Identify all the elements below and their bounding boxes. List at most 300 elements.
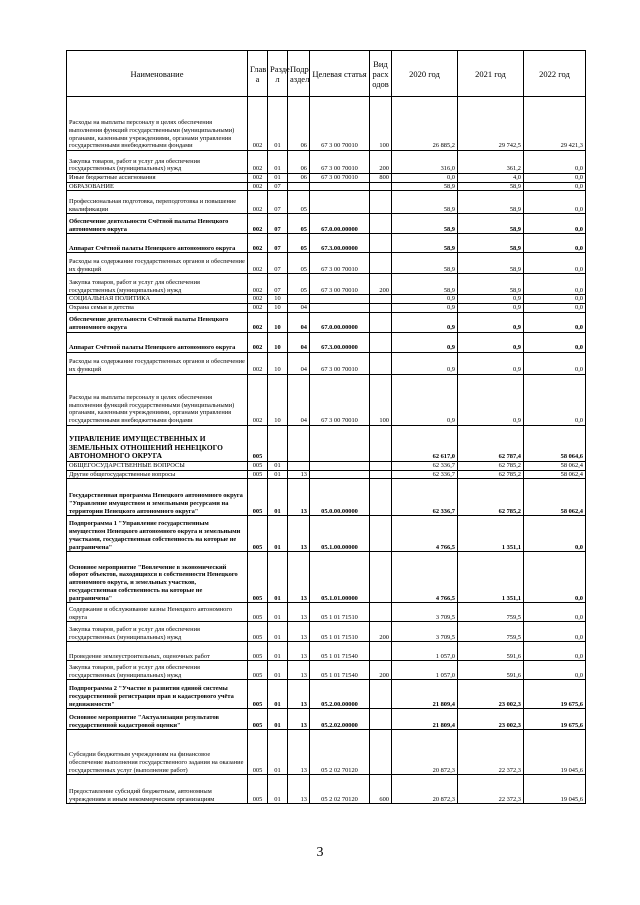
cell-vid: 200 <box>370 661 392 680</box>
cell-statya: 67.3.00.00000 <box>310 332 370 352</box>
cell-vid <box>370 603 392 622</box>
cell-glava: 002 <box>248 304 268 313</box>
cell-name: Закупка товаров, работ и услуг для обеспечения государственных (муниципальных) нужд <box>67 274 248 295</box>
cell-glava: 005 <box>248 552 268 603</box>
cell-name: Другие общегосударственные вопросы <box>67 470 248 479</box>
cell-glava: 002 <box>248 374 268 425</box>
cell-statya: 05 1 01 71510 <box>310 603 370 622</box>
cell-podrazdel: 04 <box>288 352 310 374</box>
cell-name: Основное мероприятие "Актуализация результатов государственной кадастровой оценки" <box>67 709 248 730</box>
cell-podrazdel: 13 <box>288 661 310 680</box>
cell-vid: 100 <box>370 374 392 425</box>
cell-glava: 005 <box>248 516 268 552</box>
cell-y2022: 0,0 <box>524 352 586 374</box>
cell-y2021: 58,9 <box>458 191 524 214</box>
table-row <box>67 603 586 622</box>
cell-y2022: 0,0 <box>524 191 586 214</box>
cell-y2020: 0,9 <box>392 295 458 304</box>
cell-vid: 600 <box>370 775 392 804</box>
cell-name: Расходы на содержание государственных органов и обеспечение их функций <box>67 253 248 274</box>
cell-y2022: 0,0 <box>524 622 586 642</box>
cell-statya: 05.0.00.00000 <box>310 479 370 516</box>
cell-podrazdel: 13 <box>288 516 310 552</box>
cell-vid <box>370 182 392 191</box>
cell-y2021: 0,9 <box>458 312 524 332</box>
cell-razdel: 01 <box>268 622 288 642</box>
cell-y2022: 19 045,6 <box>524 730 586 775</box>
cell-y2020: 58,9 <box>392 214 458 234</box>
cell-y2021: 58,9 <box>458 274 524 295</box>
cell-razdel: 07 <box>268 253 288 274</box>
header-2021: 2021 год <box>458 51 524 97</box>
cell-podrazdel <box>288 295 310 304</box>
cell-podrazdel: 13 <box>288 642 310 661</box>
header-statya: Целевая статья <box>310 51 370 97</box>
cell-statya <box>310 470 370 479</box>
cell-glava: 005 <box>248 603 268 622</box>
cell-name: Субсидии бюджетным учреждениям на финансовое обеспечение выполнения государственного задания на оказание государственных услуг (выполнение работ) <box>67 730 248 775</box>
cell-y2022: 0,0 <box>524 182 586 191</box>
cell-name: Профессиональная подготовка, переподготовка и повышение квалификации <box>67 191 248 214</box>
table-row <box>67 374 586 425</box>
cell-vid <box>370 470 392 479</box>
cell-vid <box>370 479 392 516</box>
cell-vid <box>370 253 392 274</box>
cell-glava: 005 <box>248 425 268 461</box>
cell-y2021: 29 742,5 <box>458 97 524 151</box>
cell-name: Государственная программа Ненецкого автономного округа "Управление имуществом и земельными ресурсами на территории Ненецкого автономного округа" <box>67 479 248 516</box>
table-row <box>67 680 586 709</box>
cell-vid <box>370 234 392 253</box>
table-row <box>67 461 586 470</box>
cell-y2022: 19 045,6 <box>524 775 586 804</box>
header-razdel: Разде л <box>268 51 288 97</box>
cell-y2022: 0,0 <box>524 603 586 622</box>
cell-podrazdel: 05 <box>288 234 310 253</box>
cell-y2021: 0,9 <box>458 304 524 313</box>
page-number: 3 <box>316 845 324 860</box>
cell-glava: 005 <box>248 709 268 730</box>
cell-glava: 005 <box>248 479 268 516</box>
cell-y2021: 62 785,2 <box>458 461 524 470</box>
header-glava: Глав а <box>248 51 268 97</box>
table-row <box>67 234 586 253</box>
cell-glava: 002 <box>248 295 268 304</box>
cell-vid <box>370 642 392 661</box>
cell-y2021: 0,9 <box>458 374 524 425</box>
table-row <box>67 709 586 730</box>
cell-y2020: 21 809,4 <box>392 680 458 709</box>
cell-y2021: 22 372,3 <box>458 730 524 775</box>
cell-name: Подпрограмма 1 "Управление государственным имуществом Ненецкого автономного округа и земельными участками, государственная собственность на которые не разграничена" <box>67 516 248 552</box>
cell-razdel: 01 <box>268 709 288 730</box>
table-row <box>67 174 586 183</box>
table-row <box>67 304 586 313</box>
cell-statya <box>310 461 370 470</box>
cell-razdel: 01 <box>268 661 288 680</box>
cell-glava: 002 <box>248 214 268 234</box>
cell-y2022: 0,0 <box>524 312 586 332</box>
cell-y2021: 58,9 <box>458 253 524 274</box>
cell-statya: 67 3 00 70010 <box>310 253 370 274</box>
cell-y2022: 0,0 <box>524 214 586 234</box>
cell-name: ОБЩЕГОСУДАРСТВЕННЫЕ ВОПРОСЫ <box>67 461 248 470</box>
cell-name: Обеспечение деятельности Счётной палаты Ненецкого автономного округа <box>67 312 248 332</box>
cell-y2021: 591,6 <box>458 661 524 680</box>
cell-razdel: 10 <box>268 295 288 304</box>
table-row <box>67 352 586 374</box>
cell-vid: 100 <box>370 97 392 151</box>
cell-podrazdel: 13 <box>288 730 310 775</box>
cell-podrazdel: 04 <box>288 312 310 332</box>
cell-statya <box>310 425 370 461</box>
table-row <box>67 191 586 214</box>
cell-vid: 200 <box>370 151 392 174</box>
cell-name: ОБРАЗОВАНИЕ <box>67 182 248 191</box>
table-row <box>67 151 586 174</box>
cell-glava: 005 <box>248 461 268 470</box>
cell-statya: 67 3 00 70010 <box>310 97 370 151</box>
table-row <box>67 775 586 804</box>
cell-glava: 002 <box>248 253 268 274</box>
cell-y2021: 0,9 <box>458 295 524 304</box>
table-row <box>67 642 586 661</box>
header-name: Наименование <box>67 51 248 97</box>
cell-name: СОЦИАЛЬНАЯ ПОЛИТИКА <box>67 295 248 304</box>
cell-y2020: 58,9 <box>392 274 458 295</box>
header-podrazdel: Подр аздел <box>288 51 310 97</box>
cell-y2020: 4 766,5 <box>392 552 458 603</box>
cell-razdel: 07 <box>268 234 288 253</box>
cell-y2020: 0,0 <box>392 174 458 183</box>
cell-y2022: 0,0 <box>524 151 586 174</box>
cell-vid <box>370 461 392 470</box>
cell-name: Аппарат Счётной палаты Ненецкого автономного округа <box>67 234 248 253</box>
cell-glava: 002 <box>248 191 268 214</box>
cell-name: Расходы на содержание государственных органов и обеспечение их функций <box>67 352 248 374</box>
cell-statya: 05.2.02.00000 <box>310 709 370 730</box>
header-vid: Вид расх одов <box>370 51 392 97</box>
cell-glava: 005 <box>248 661 268 680</box>
cell-statya: 05.1.01.00000 <box>310 552 370 603</box>
cell-vid <box>370 516 392 552</box>
cell-razdel: 01 <box>268 730 288 775</box>
cell-y2021: 759,5 <box>458 622 524 642</box>
cell-y2021: 62 787,4 <box>458 425 524 461</box>
cell-razdel: 01 <box>268 470 288 479</box>
cell-y2021: 62 785,2 <box>458 470 524 479</box>
cell-glava: 005 <box>248 680 268 709</box>
cell-vid: 200 <box>370 274 392 295</box>
cell-y2021: 58,9 <box>458 214 524 234</box>
cell-glava: 002 <box>248 151 268 174</box>
cell-glava: 005 <box>248 730 268 775</box>
cell-y2020: 58,9 <box>392 191 458 214</box>
cell-vid <box>370 709 392 730</box>
cell-glava: 002 <box>248 352 268 374</box>
table-row <box>67 661 586 680</box>
cell-statya: 67 3 00 70010 <box>310 374 370 425</box>
cell-y2020: 0,9 <box>392 374 458 425</box>
cell-razdel: 10 <box>268 332 288 352</box>
cell-statya: 05.1.00.00000 <box>310 516 370 552</box>
cell-statya: 67.3.00.00000 <box>310 234 370 253</box>
cell-razdel: 01 <box>268 516 288 552</box>
cell-y2022: 0,0 <box>524 295 586 304</box>
table-row <box>67 182 586 191</box>
cell-name: Подпрограмма 2 "Участие в развитии единой системы государственной регистрации прав и кадастрового учёта недвижимости" <box>67 680 248 709</box>
cell-y2022: 0,0 <box>524 234 586 253</box>
cell-y2020: 316,0 <box>392 151 458 174</box>
cell-y2021: 22 372,3 <box>458 775 524 804</box>
cell-podrazdel: 06 <box>288 174 310 183</box>
cell-y2022: 58 062,4 <box>524 479 586 516</box>
cell-razdel: 10 <box>268 304 288 313</box>
cell-y2020: 0,9 <box>392 352 458 374</box>
cell-razdel: 01 <box>268 775 288 804</box>
cell-y2020: 62 617,0 <box>392 425 458 461</box>
table-row <box>67 552 586 603</box>
cell-razdel: 01 <box>268 479 288 516</box>
cell-podrazdel: 13 <box>288 603 310 622</box>
cell-y2021: 591,6 <box>458 642 524 661</box>
cell-y2022: 29 421,3 <box>524 97 586 151</box>
table-row <box>67 425 586 461</box>
cell-statya: 67 3 00 70010 <box>310 151 370 174</box>
cell-y2022: 0,0 <box>524 253 586 274</box>
cell-vid <box>370 730 392 775</box>
cell-glava: 002 <box>248 234 268 253</box>
table-row <box>67 622 586 642</box>
cell-razdel: 07 <box>268 214 288 234</box>
cell-razdel: 01 <box>268 552 288 603</box>
cell-podrazdel: 13 <box>288 680 310 709</box>
cell-name: Расходы на выплаты персоналу в целях обеспечения выполнения функций государственными (муниципальными) органами, казенными учреждениями, органами управления государственными внебюджетными фондами <box>67 97 248 151</box>
cell-y2021: 23 002,3 <box>458 709 524 730</box>
cell-y2021: 759,5 <box>458 603 524 622</box>
cell-y2022: 0,0 <box>524 304 586 313</box>
cell-podrazdel: 04 <box>288 332 310 352</box>
cell-vid <box>370 304 392 313</box>
cell-statya: 05.2.00.00000 <box>310 680 370 709</box>
cell-y2020: 1 057,0 <box>392 642 458 661</box>
cell-statya: 05 2 02 70120 <box>310 730 370 775</box>
cell-y2022: 19 675,6 <box>524 680 586 709</box>
cell-statya: 67 3 00 70010 <box>310 352 370 374</box>
cell-name: Основное мероприятие "Вовлечение в экономический оборот объектов, находящихся в собственности Ненецкого автономного округа, и земельных участков, государственная собственность на которые не разграничена" <box>67 552 248 603</box>
cell-y2021: 4,0 <box>458 174 524 183</box>
cell-podrazdel: 13 <box>288 775 310 804</box>
cell-y2020: 3 709,5 <box>392 603 458 622</box>
cell-vid: 200 <box>370 622 392 642</box>
cell-y2020: 21 809,4 <box>392 709 458 730</box>
cell-razdel: 07 <box>268 182 288 191</box>
cell-razdel: 01 <box>268 174 288 183</box>
cell-y2020: 58,9 <box>392 234 458 253</box>
cell-y2022: 0,0 <box>524 642 586 661</box>
table-header-row <box>67 51 586 97</box>
cell-razdel: 10 <box>268 312 288 332</box>
cell-razdel: 10 <box>268 352 288 374</box>
cell-y2020: 0,9 <box>392 332 458 352</box>
cell-y2021: 58,9 <box>458 234 524 253</box>
cell-name: Содержание и обслуживание казны Ненецкого автономного округа <box>67 603 248 622</box>
cell-podrazdel: 05 <box>288 253 310 274</box>
cell-vid <box>370 332 392 352</box>
cell-glava: 005 <box>248 642 268 661</box>
cell-name: Охрана семьи и детства <box>67 304 248 313</box>
cell-razdel: 07 <box>268 274 288 295</box>
cell-y2022: 0,0 <box>524 661 586 680</box>
cell-vid <box>370 552 392 603</box>
cell-podrazdel <box>288 425 310 461</box>
header-2020: 2020 год <box>392 51 458 97</box>
cell-podrazdel: 06 <box>288 97 310 151</box>
table-row <box>67 214 586 234</box>
table-row <box>67 479 586 516</box>
cell-glava: 002 <box>248 274 268 295</box>
cell-statya: 05 2 02 70120 <box>310 775 370 804</box>
cell-statya: 67.0.00.00000 <box>310 214 370 234</box>
cell-glava: 005 <box>248 470 268 479</box>
cell-name: Обеспечение деятельности Счётной палаты Ненецкого автономного округа <box>67 214 248 234</box>
cell-vid <box>370 425 392 461</box>
cell-y2020: 20 872,3 <box>392 730 458 775</box>
cell-y2021: 0,9 <box>458 332 524 352</box>
cell-glava: 002 <box>248 182 268 191</box>
cell-podrazdel: 13 <box>288 709 310 730</box>
cell-y2022: 0,0 <box>524 374 586 425</box>
cell-y2022: 58 062,4 <box>524 461 586 470</box>
table-row <box>67 253 586 274</box>
cell-vid <box>370 214 392 234</box>
cell-razdel <box>268 425 288 461</box>
cell-y2020: 0,9 <box>392 304 458 313</box>
cell-podrazdel <box>288 461 310 470</box>
table-row <box>67 312 586 332</box>
cell-statya: 67 3 00 70010 <box>310 274 370 295</box>
cell-podrazdel: 13 <box>288 552 310 603</box>
cell-y2022: 0,0 <box>524 174 586 183</box>
cell-glava: 005 <box>248 622 268 642</box>
cell-y2021: 62 785,2 <box>458 479 524 516</box>
cell-y2022: 19 675,6 <box>524 709 586 730</box>
cell-y2020: 0,9 <box>392 312 458 332</box>
cell-name: Аппарат Счётной палаты Ненецкого автономного округа <box>67 332 248 352</box>
table-row <box>67 295 586 304</box>
cell-statya: 05 1 01 71540 <box>310 661 370 680</box>
cell-y2020: 62 336,7 <box>392 479 458 516</box>
cell-glava: 005 <box>248 775 268 804</box>
budget-table <box>66 50 586 804</box>
cell-glava: 002 <box>248 174 268 183</box>
cell-statya: 05 1 01 71510 <box>310 622 370 642</box>
cell-podrazdel: 06 <box>288 151 310 174</box>
cell-razdel: 07 <box>268 191 288 214</box>
cell-y2022: 0,0 <box>524 552 586 603</box>
cell-glava: 002 <box>248 312 268 332</box>
cell-vid <box>370 352 392 374</box>
cell-statya: 67.0.00.00000 <box>310 312 370 332</box>
cell-name: Иные бюджетные ассигнования <box>67 174 248 183</box>
cell-y2022: 58 062,4 <box>524 470 586 479</box>
cell-y2020: 62 336,7 <box>392 461 458 470</box>
cell-name: Закупка товаров, работ и услуг для обеспечения государственных (муниципальных) нужд <box>67 622 248 642</box>
cell-y2021: 0,9 <box>458 352 524 374</box>
cell-podrazdel: 05 <box>288 191 310 214</box>
cell-podrazdel: 04 <box>288 374 310 425</box>
cell-razdel: 01 <box>268 642 288 661</box>
cell-statya: 67 3 00 70010 <box>310 174 370 183</box>
cell-podrazdel: 13 <box>288 479 310 516</box>
cell-razdel: 01 <box>268 97 288 151</box>
cell-razdel: 10 <box>268 374 288 425</box>
cell-razdel: 01 <box>268 461 288 470</box>
cell-statya <box>310 191 370 214</box>
cell-y2021: 58,9 <box>458 182 524 191</box>
cell-podrazdel <box>288 182 310 191</box>
cell-name: Проведение землеустроительных, оценочных работ <box>67 642 248 661</box>
cell-podrazdel: 04 <box>288 304 310 313</box>
cell-y2020: 3 709,5 <box>392 622 458 642</box>
table-row <box>67 274 586 295</box>
cell-vid <box>370 191 392 214</box>
table-row <box>67 332 586 352</box>
header-2022: 2022 год <box>524 51 586 97</box>
cell-razdel: 01 <box>268 603 288 622</box>
cell-y2020: 62 336,7 <box>392 470 458 479</box>
cell-podrazdel: 13 <box>288 470 310 479</box>
cell-vid <box>370 680 392 709</box>
cell-name: Закупка товаров, работ и услуг для обеспечения государственных (муниципальных) нужд <box>67 661 248 680</box>
table-row <box>67 470 586 479</box>
cell-y2021: 361,2 <box>458 151 524 174</box>
cell-statya <box>310 295 370 304</box>
cell-y2020: 26 885,2 <box>392 97 458 151</box>
cell-y2022: 0,0 <box>524 516 586 552</box>
cell-y2021: 23 002,3 <box>458 680 524 709</box>
cell-y2021: 1 351,1 <box>458 552 524 603</box>
cell-name: Расходы на выплаты персоналу в целях обеспечения выполнения функций государственными (муниципальными) органами, казенными учреждениями, органами управления государственными внебюджетными фондами <box>67 374 248 425</box>
cell-statya <box>310 304 370 313</box>
cell-vid: 800 <box>370 174 392 183</box>
table-row <box>67 730 586 775</box>
cell-razdel: 01 <box>268 680 288 709</box>
cell-y2020: 58,9 <box>392 182 458 191</box>
cell-podrazdel: 13 <box>288 622 310 642</box>
cell-y2020: 58,9 <box>392 253 458 274</box>
cell-name: УПРАВЛЕНИЕ ИМУЩЕСТВЕННЫХ И ЗЕМЕЛЬНЫХ ОТНОШЕНИЙ НЕНЕЦКОГО АВТОНОМНОГО ОКРУГА <box>67 425 248 461</box>
cell-podrazdel: 05 <box>288 214 310 234</box>
cell-y2022: 0,0 <box>524 332 586 352</box>
cell-statya <box>310 182 370 191</box>
cell-y2022: 0,0 <box>524 274 586 295</box>
cell-y2022: 58 064,6 <box>524 425 586 461</box>
cell-statya: 05 1 01 71540 <box>310 642 370 661</box>
cell-vid <box>370 312 392 332</box>
cell-y2020: 1 057,0 <box>392 661 458 680</box>
cell-y2020: 4 766,5 <box>392 516 458 552</box>
cell-glava: 002 <box>248 332 268 352</box>
cell-glava: 002 <box>248 97 268 151</box>
cell-name: Предоставление субсидий бюджетным, автономным учреждениям и иным некоммерческим организациям <box>67 775 248 804</box>
cell-razdel: 01 <box>268 151 288 174</box>
cell-podrazdel: 05 <box>288 274 310 295</box>
cell-y2020: 20 872,3 <box>392 775 458 804</box>
table-row <box>67 97 586 151</box>
cell-name: Закупка товаров, работ и услуг для обеспечения государственных (муниципальных) нужд <box>67 151 248 174</box>
table-row <box>67 516 586 552</box>
